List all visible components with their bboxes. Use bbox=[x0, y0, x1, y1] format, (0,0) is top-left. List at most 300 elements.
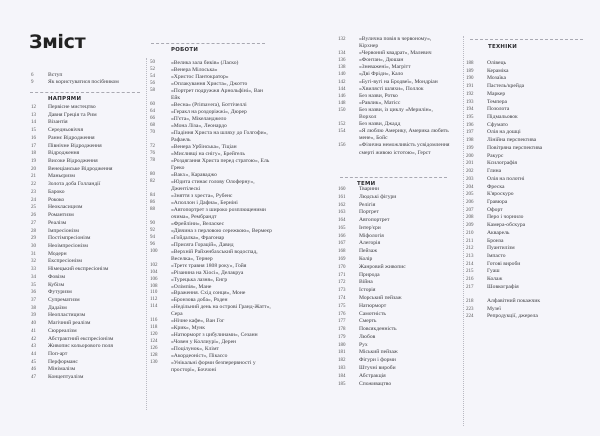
toc-entry[interactable] bbox=[466, 114, 586, 122]
page-number: 146 bbox=[338, 93, 346, 99]
entry-title: «Дві Фріди», Кало bbox=[359, 71, 404, 78]
page-number: 178 bbox=[338, 327, 346, 333]
entry-title: Модерн bbox=[48, 250, 67, 257]
toc-entry[interactable] bbox=[338, 194, 450, 202]
toc-entry[interactable] bbox=[31, 374, 143, 382]
toc-entry[interactable] bbox=[338, 295, 450, 303]
toc-entry[interactable] bbox=[31, 289, 143, 297]
toc-entry[interactable] bbox=[150, 200, 272, 207]
page-number: 50 bbox=[150, 60, 155, 65]
entry-title: Кераміка bbox=[487, 67, 509, 74]
toc-entry[interactable] bbox=[338, 287, 450, 295]
toc-entry[interactable] bbox=[466, 284, 586, 292]
toc-entry[interactable] bbox=[466, 313, 586, 321]
toc-entry[interactable] bbox=[338, 36, 450, 50]
toc-entry[interactable] bbox=[31, 320, 143, 328]
entry-title: «Венера Мілоська» bbox=[171, 66, 218, 73]
toc-entry[interactable] bbox=[150, 360, 272, 374]
toc-entry[interactable] bbox=[466, 298, 586, 306]
toc-entry[interactable] bbox=[31, 266, 143, 274]
toc-entry[interactable] bbox=[466, 145, 586, 153]
toc-entry[interactable] bbox=[338, 279, 450, 287]
page-number: 185 bbox=[338, 381, 346, 387]
section-divider bbox=[340, 177, 447, 178]
page-number: 199 bbox=[466, 145, 474, 151]
entry-title: Бронза bbox=[487, 237, 504, 244]
toc-entry[interactable] bbox=[150, 304, 272, 318]
page-number: 188 bbox=[466, 61, 474, 66]
page-number: 90 bbox=[150, 220, 155, 226]
toc-entry[interactable] bbox=[31, 112, 143, 120]
entry-title: Мінімалізм bbox=[48, 366, 76, 373]
toc-entry[interactable] bbox=[338, 365, 450, 373]
toc-entry[interactable] bbox=[466, 276, 586, 284]
entry-title: Алегорія bbox=[359, 240, 381, 247]
page-number: 118 bbox=[150, 325, 158, 331]
entry-title: Камера-обскура bbox=[487, 222, 526, 229]
toc-entry[interactable] bbox=[338, 50, 450, 57]
page-number: 36 bbox=[31, 290, 36, 296]
entry-title: «Зняття з хреста», Рубенс bbox=[171, 192, 233, 199]
entry-title: «Бронзова доба», Роден bbox=[171, 297, 228, 304]
toc-entry[interactable] bbox=[150, 270, 272, 277]
entry-title: Північне Відродження bbox=[48, 142, 102, 149]
page-number: 204 bbox=[466, 184, 474, 190]
entry-title: Самотність bbox=[359, 310, 386, 317]
section-heading-works: РОБОТИ bbox=[171, 47, 199, 53]
entry-title: Любов bbox=[359, 333, 376, 340]
toc-entry[interactable] bbox=[31, 228, 143, 236]
toc-entry[interactable] bbox=[466, 306, 586, 314]
page-number: 152 bbox=[338, 122, 346, 128]
page-number: 193 bbox=[466, 99, 474, 105]
toc-entry[interactable] bbox=[338, 256, 450, 264]
page-number: 130 bbox=[150, 360, 158, 366]
toc-entry[interactable] bbox=[466, 253, 586, 261]
toc-entry[interactable] bbox=[31, 135, 143, 143]
page-number: 160 bbox=[338, 187, 346, 192]
toc-entry[interactable] bbox=[150, 81, 272, 88]
entry-title: Фігури і форми bbox=[359, 357, 396, 364]
page-number: 136 bbox=[338, 58, 346, 64]
page-number: 148 bbox=[338, 100, 346, 106]
page-number: 9 bbox=[31, 80, 34, 86]
section-heading-techniques: ТЕХНІКИ bbox=[488, 44, 518, 50]
entry-title: «Фізична неможливість усвідомлення смерті живою істотою», Герст bbox=[359, 142, 450, 156]
entry-title: Імпасто bbox=[487, 252, 506, 259]
page-number: 29 bbox=[31, 236, 36, 242]
entry-title: Постімпресіонізм bbox=[48, 235, 91, 242]
page-number: 110 bbox=[150, 290, 158, 296]
toc-entry[interactable] bbox=[338, 128, 450, 142]
toc-entry[interactable] bbox=[338, 303, 450, 311]
toc-entry[interactable] bbox=[150, 277, 272, 284]
toc-entry[interactable] bbox=[150, 235, 272, 242]
toc-entry[interactable] bbox=[338, 209, 450, 217]
page-number: 46 bbox=[31, 367, 36, 373]
entry-title: Готові вироби bbox=[487, 260, 521, 267]
entry-title: «Портрет подружжя Арнольфіні», Ван Ейк bbox=[171, 87, 264, 101]
toc-entry[interactable] bbox=[466, 106, 586, 114]
section-divider bbox=[470, 39, 583, 40]
toc-entry[interactable] bbox=[338, 233, 450, 241]
entry-title: «Велика зала биків» (Ласко) bbox=[171, 60, 239, 66]
toc-entry[interactable] bbox=[466, 168, 586, 176]
entry-title: Повітряна перспектива bbox=[487, 144, 543, 151]
page-number: 175 bbox=[338, 303, 346, 309]
page-number: 195 bbox=[466, 115, 474, 121]
toc-entry[interactable] bbox=[31, 127, 143, 135]
toc-entry[interactable] bbox=[31, 282, 143, 290]
toc-entry[interactable] bbox=[31, 343, 143, 351]
entry-title: Первісне мистецтво bbox=[48, 104, 96, 110]
entry-title: «Третє травня 1808 року», Гойя bbox=[171, 262, 247, 269]
page-number: 138 bbox=[338, 65, 346, 71]
entry-title: Експресіонізм bbox=[48, 258, 82, 265]
toc-entry[interactable] bbox=[338, 264, 450, 272]
section-heading-movements: НАПРЯМИ bbox=[48, 96, 82, 102]
entry-title: Гравюра bbox=[487, 198, 508, 205]
toc-entry[interactable] bbox=[466, 245, 586, 253]
toc-entry[interactable] bbox=[150, 318, 272, 325]
toc-entry[interactable] bbox=[338, 381, 450, 389]
entry-title: Високе Відродження bbox=[48, 158, 98, 165]
entry-title: Тварини bbox=[359, 186, 379, 192]
toc-entry[interactable] bbox=[150, 67, 272, 74]
toc-entry[interactable] bbox=[150, 228, 272, 235]
toc-entry[interactable] bbox=[338, 272, 450, 280]
entry-title: Музеї bbox=[487, 305, 501, 312]
toc-entry[interactable] bbox=[31, 119, 143, 127]
column-divider bbox=[146, 58, 147, 410]
column-divider bbox=[463, 36, 464, 426]
page-number: 44 bbox=[31, 352, 36, 357]
page-number: 116 bbox=[150, 318, 158, 324]
page-number: 120 bbox=[150, 332, 158, 338]
page-number: 209 bbox=[466, 223, 474, 229]
toc-entry[interactable] bbox=[31, 359, 143, 367]
toc-entry[interactable] bbox=[150, 249, 272, 263]
toc-entry[interactable] bbox=[466, 207, 586, 215]
toc-entry[interactable] bbox=[31, 189, 143, 197]
toc-entry[interactable] bbox=[338, 373, 450, 381]
toc-entry[interactable] bbox=[338, 100, 450, 107]
toc-entry[interactable] bbox=[466, 268, 586, 276]
page-number: 140 bbox=[338, 72, 346, 78]
entry-title: «Хвилясті шляхи», Поллок bbox=[359, 85, 424, 92]
page-number: 179 bbox=[338, 334, 346, 340]
toc-entry[interactable] bbox=[31, 79, 143, 86]
toc-entry[interactable] bbox=[150, 263, 272, 270]
toc-entry[interactable] bbox=[150, 158, 272, 172]
toc-entry[interactable] bbox=[466, 214, 586, 222]
toc-entry[interactable] bbox=[150, 339, 272, 346]
page-number: 33 bbox=[31, 267, 36, 273]
page-number: 28 bbox=[31, 228, 36, 234]
entry-title: «Мисливці на снігу», Брейгель bbox=[171, 150, 245, 157]
page-number: 22 bbox=[31, 182, 36, 188]
page-number: 68 bbox=[150, 122, 155, 128]
entry-title: Рококо bbox=[48, 196, 65, 203]
entry-title: «Юдита стинає голову Олоферну», Джентілескі bbox=[171, 178, 255, 192]
toc-entry[interactable] bbox=[31, 212, 143, 220]
toc-entry[interactable] bbox=[31, 274, 143, 282]
toc-entry[interactable] bbox=[150, 130, 272, 144]
toc-entry[interactable] bbox=[31, 328, 143, 336]
toc-entry[interactable] bbox=[338, 86, 450, 93]
page-number: 70 bbox=[150, 129, 155, 135]
entry-title: «Олімпія», Мане bbox=[171, 283, 212, 290]
toc-entry[interactable] bbox=[338, 248, 450, 256]
page-number: 196 bbox=[466, 122, 474, 128]
toc-entry[interactable] bbox=[31, 158, 143, 166]
page-number: 26 bbox=[31, 213, 36, 219]
toc-entry[interactable] bbox=[31, 258, 143, 266]
entry-title: Перо і чорнило bbox=[487, 214, 524, 221]
page-number: 15 bbox=[31, 128, 36, 134]
toc-entry[interactable] bbox=[466, 261, 586, 269]
entry-title: «Верхній Райхенбахський водоспад, Веселка», Тернер bbox=[171, 248, 258, 262]
toc-entry[interactable] bbox=[150, 179, 272, 193]
toc-entry[interactable] bbox=[338, 64, 450, 71]
entry-title: «Фрейліни», Веласкес bbox=[171, 220, 225, 227]
page-number: 6 bbox=[31, 73, 34, 78]
toc-entry[interactable] bbox=[150, 151, 272, 158]
toc-entry[interactable] bbox=[150, 116, 272, 123]
page-number: 39 bbox=[31, 313, 36, 319]
entry-title: «Турецька лазня», Енгр bbox=[171, 276, 228, 283]
toc-entry[interactable] bbox=[150, 172, 272, 179]
entry-title: «Вулична повія в червоному», Кірхнер bbox=[359, 36, 432, 50]
page-number: 19 bbox=[31, 159, 36, 165]
page-number: 167 bbox=[338, 241, 346, 247]
page-number: 18 bbox=[31, 151, 36, 157]
toc-entry[interactable] bbox=[338, 202, 450, 210]
page-number: 32 bbox=[31, 259, 36, 265]
toc-entry[interactable] bbox=[338, 357, 450, 365]
page-number: 100 bbox=[150, 248, 158, 254]
toc-entry[interactable] bbox=[31, 235, 143, 243]
toc-entry[interactable] bbox=[466, 122, 586, 130]
toc-entry[interactable] bbox=[466, 99, 586, 107]
entry-title: «Гойдалка», Фрагонар bbox=[171, 234, 225, 241]
toc-entry[interactable] bbox=[31, 150, 143, 158]
toc-entry[interactable] bbox=[150, 332, 272, 339]
entry-title: Живопис кольорового поля bbox=[48, 343, 113, 350]
entry-title: «Бугі-вугі на Бродвеї», Мондріан bbox=[359, 78, 438, 85]
toc-entry[interactable] bbox=[466, 83, 586, 91]
toc-entry[interactable] bbox=[338, 318, 450, 326]
toc-entry[interactable] bbox=[150, 284, 272, 291]
toc-entry[interactable] bbox=[150, 346, 272, 353]
page-number: 177 bbox=[338, 319, 346, 325]
entry-title: Маркер bbox=[487, 90, 506, 97]
entry-title: «Човен у Коллиурі», Дерен bbox=[171, 339, 237, 346]
page-number: 194 bbox=[466, 107, 474, 113]
toc-entry[interactable] bbox=[466, 68, 586, 76]
page-number: 54 bbox=[150, 73, 155, 79]
toc-entry[interactable] bbox=[31, 243, 143, 251]
toc-entry[interactable] bbox=[466, 222, 586, 230]
toc-entry[interactable] bbox=[150, 242, 272, 249]
page-number: 214 bbox=[466, 261, 474, 267]
entry-title: Глина bbox=[487, 168, 502, 175]
toc-entry[interactable] bbox=[31, 351, 143, 359]
page-number: 202 bbox=[466, 169, 474, 175]
page-number: 88 bbox=[150, 206, 155, 212]
entry-title: Олія на дошці bbox=[487, 129, 521, 136]
toc-entry[interactable] bbox=[466, 60, 586, 68]
page-number: 171 bbox=[338, 272, 346, 278]
toc-entry[interactable] bbox=[338, 326, 450, 334]
toc-entry[interactable] bbox=[31, 297, 143, 305]
entry-title: «Мона Ліза», Леонардо bbox=[171, 122, 227, 129]
section-heading-themes: ТЕМИ bbox=[357, 181, 376, 187]
entry-title: «П'єта», Мікеланджело bbox=[171, 115, 227, 122]
entry-title: «Весна» (Primavera), Боттічеллі bbox=[171, 101, 247, 108]
page-number: 23 bbox=[31, 189, 36, 195]
toc-entry[interactable] bbox=[338, 93, 450, 100]
entry-title: Імпресіонізм bbox=[48, 227, 79, 234]
entry-title: Без назви, Джадд bbox=[359, 121, 401, 128]
page-number: 210 bbox=[466, 230, 474, 236]
page-number: 207 bbox=[466, 207, 474, 213]
entry-title: Давня Греція та Рим bbox=[48, 111, 97, 118]
toc-entry[interactable] bbox=[338, 311, 450, 319]
toc-entry[interactable] bbox=[338, 57, 450, 64]
toc-entry[interactable] bbox=[466, 91, 586, 99]
page-number: 208 bbox=[466, 215, 474, 221]
entry-title: Без назви, Ротко bbox=[359, 92, 398, 99]
toc-entry[interactable] bbox=[150, 102, 272, 109]
entry-title: К'яроскуро bbox=[487, 191, 514, 198]
toc-entry[interactable] bbox=[466, 191, 586, 199]
page-number: 181 bbox=[338, 350, 346, 356]
toc-entry[interactable] bbox=[466, 160, 586, 168]
entry-title: «Червоний квадрат», Малевич bbox=[359, 50, 432, 57]
toc-entry[interactable] bbox=[31, 143, 143, 151]
page-number: 211 bbox=[466, 238, 474, 244]
page-number: 163 bbox=[338, 210, 346, 216]
toc-entry[interactable] bbox=[150, 144, 272, 151]
entry-title: Супрематизм bbox=[48, 296, 80, 303]
toc-entry[interactable] bbox=[31, 305, 143, 313]
page-number: 56 bbox=[150, 80, 155, 86]
toc-entry[interactable] bbox=[338, 79, 450, 86]
toc-entry[interactable] bbox=[31, 197, 143, 205]
toc-entry[interactable] bbox=[31, 104, 143, 112]
entry-title: Інтер'єри bbox=[359, 224, 381, 231]
entry-title: Рух bbox=[359, 341, 368, 348]
toc-entry[interactable] bbox=[338, 71, 450, 78]
page-number: 27 bbox=[31, 220, 36, 226]
toc-entry[interactable] bbox=[466, 184, 586, 192]
page-number: 92 bbox=[150, 227, 155, 233]
entry-title: Раннє Відродження bbox=[48, 134, 95, 141]
page-number: 21 bbox=[31, 174, 36, 180]
page-number: 82 bbox=[150, 178, 155, 184]
entry-title: «Нічне кафе», Ван Гог bbox=[171, 318, 225, 325]
entry-title: «Акордеоніст», Пікассо bbox=[171, 353, 228, 360]
toc-entry[interactable] bbox=[31, 166, 143, 174]
movements-list bbox=[31, 104, 143, 382]
page-number: 172 bbox=[338, 280, 346, 286]
toc-entry[interactable] bbox=[150, 207, 272, 221]
entry-title: Маньєризм bbox=[48, 173, 75, 180]
toc-entry[interactable] bbox=[31, 220, 143, 228]
entry-title: «Враження. Схід сонця», Моне bbox=[171, 290, 246, 297]
toc-entry[interactable] bbox=[466, 238, 586, 246]
themes-list bbox=[338, 186, 450, 388]
toc-entry[interactable] bbox=[150, 221, 272, 228]
techniques-list bbox=[466, 60, 586, 292]
toc-entry[interactable] bbox=[31, 366, 143, 374]
toc-entry[interactable] bbox=[150, 123, 272, 130]
page-number: 173 bbox=[338, 288, 346, 294]
entry-title: «Крик», Мунк bbox=[171, 325, 205, 332]
toc-entry[interactable] bbox=[466, 176, 586, 184]
entry-title: Без назви, із циклу «Мерилін», Ворхол bbox=[359, 106, 433, 121]
toc-entry[interactable] bbox=[150, 88, 272, 102]
section-divider bbox=[151, 43, 265, 44]
entry-title: «Я люблю Америку, Америка любить мене», Бойс bbox=[359, 128, 449, 142]
toc-entry[interactable] bbox=[338, 142, 450, 156]
entry-title: Природа bbox=[359, 271, 380, 278]
page-number: 189 bbox=[466, 68, 474, 74]
entry-title: Споживацтво bbox=[359, 380, 392, 387]
toc-entry[interactable] bbox=[31, 336, 143, 344]
page-number: 20 bbox=[31, 166, 36, 172]
page-number: 197 bbox=[466, 130, 474, 136]
toc-entry[interactable] bbox=[31, 312, 143, 320]
toc-entry[interactable] bbox=[31, 251, 143, 259]
toc-entry[interactable] bbox=[466, 230, 586, 238]
entry-title: Міський пейзаж bbox=[359, 349, 398, 356]
entry-title: Пейзаж bbox=[359, 248, 378, 255]
entry-title: «Присяга Горацій», Давид bbox=[171, 241, 234, 248]
toc-entry[interactable] bbox=[338, 334, 450, 342]
entry-title: Пуантилізм bbox=[487, 245, 515, 252]
toc-entry[interactable] bbox=[466, 75, 586, 83]
toc-entry[interactable] bbox=[338, 225, 450, 233]
toc-entry[interactable] bbox=[150, 193, 272, 200]
entry-title: «Геракл на роздоріжжі», Дюрер bbox=[171, 108, 247, 115]
entry-title: Ксилографія bbox=[487, 160, 517, 167]
page-number: 183 bbox=[338, 365, 346, 371]
toc-entry[interactable] bbox=[466, 153, 586, 161]
toc-entry[interactable] bbox=[31, 204, 143, 212]
toc-entry[interactable] bbox=[466, 199, 586, 207]
entry-title: Офорт bbox=[487, 206, 503, 213]
entry-title: Шовкографія bbox=[487, 283, 519, 290]
toc-entry[interactable] bbox=[150, 109, 272, 116]
toc-entry[interactable] bbox=[150, 60, 272, 67]
entry-title: Кубізм bbox=[48, 281, 65, 288]
toc-entry[interactable] bbox=[338, 217, 450, 225]
toc-entry[interactable] bbox=[150, 74, 272, 81]
toc-entry[interactable] bbox=[338, 107, 450, 121]
entry-title: Абстракція bbox=[359, 372, 386, 379]
toc-entry[interactable] bbox=[338, 186, 450, 194]
page-number: 168 bbox=[338, 249, 346, 255]
toc-entry[interactable] bbox=[466, 137, 586, 145]
page-number: 86 bbox=[150, 199, 155, 205]
page-number: 66 bbox=[150, 115, 155, 121]
page-number: 124 bbox=[150, 339, 158, 345]
toc-entry[interactable] bbox=[31, 181, 143, 189]
toc-entry[interactable] bbox=[338, 240, 450, 248]
page-number: 144 bbox=[338, 86, 346, 92]
